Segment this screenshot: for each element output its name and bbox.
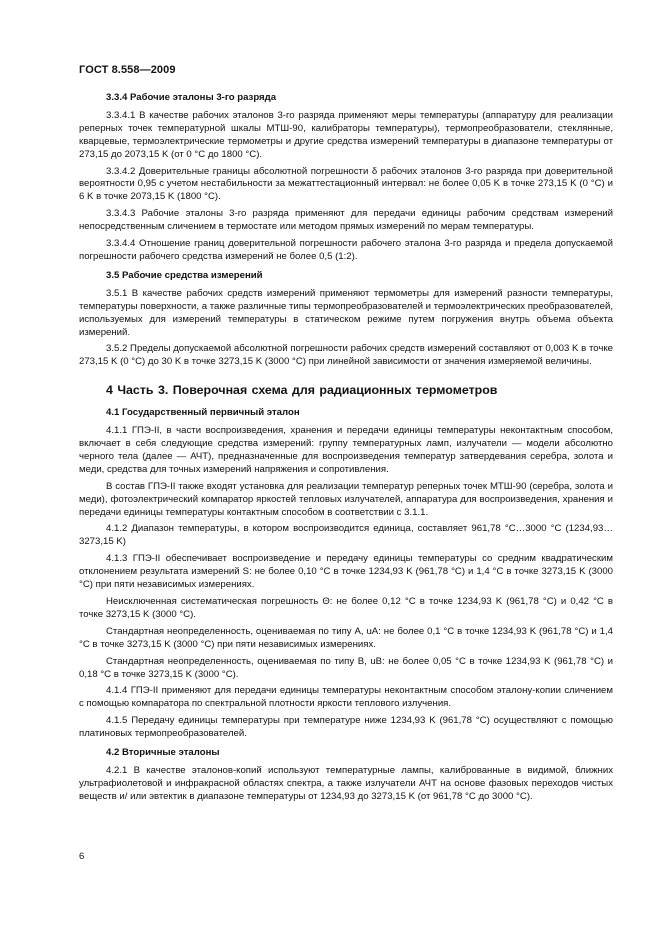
paragraph-3-3-4-4: 3.3.4.4 Отношение границ доверительной погрешности рабочего эталона 3-го разряда и предела допускаемой погрешности рабочего средства измерений не более 0,5 (1:2). [79,238,613,262]
paragraph-3-3-4-1: 3.3.4.1 В качестве рабочих эталонов 3-го разряда применяют меры температуры (аппаратуру для реализации реперных точек температурной шкалы МТШ-90, калибраторы температуры), термопреобразователи, стеклянные, кварцевые, термоэлектрические термометры и другие средства измерений температуры в диапазоне температуры от 273,15 до 2073,15 K (от 0 °C до 1800 °C). [79,109,613,160]
section-heading-3-5: 3.5 Рабочие средства измерений [106,269,263,281]
section-heading-4-2: 4.2 Вторичные эталоны [106,747,220,759]
paragraph-3-3-4-2: 3.3.4.2 Доверительные границы абсолютной погрешности δ рабочих эталонов 3-го разряда при доверительной вероятности 0,95 с учетом нестабильности за межаттестационный интервал: не более 0,05 K в точке 273,15 K (0 °C) и 6 K в точке 2073,15 K (1800 °C). [79,165,613,203]
paragraph-3-5-1: 3.5.1 В качестве рабочих средств измерений применяют термометры для измерений разности температуры, температуры поверхности, а также различные типы термопреобразователей и термоэлектрических преобразователей, используемых для измерений температуры в статическом режиме путем погружения внутрь объема объекта измерений. [79,287,613,338]
section-heading-4-1: 4.1 Государственный первичный эталон [106,407,300,419]
document-code-header: ГОСТ 8.558—2009 [79,64,176,76]
page-number: 6 [79,851,85,862]
paragraph-4-1-2: 4.1.2 Диапазон температуры, в котором воспроизводится единица, составляет 961,78 °C…3000 °C (1234,93…3273,15 K) [79,523,613,548]
section-heading-3-3-4: 3.3.4 Рабочие эталоны 3-го разряда [106,92,277,103]
paragraph-4-1-4: 4.1.4 ГПЭ-II применяют для передачи единицы температуры неконтактным способом эталону-копии сличением с помощью компаратора по спектральной плотности яркости теплового излучения. [79,685,613,710]
paragraph-4-1-1-cont: В состав ГПЭ-II также входят установка для реализации температур реперных точек МТШ-90 (серебра, золота и меди), фотоэлектрический компаратор яркостей тепловых излучателей, аппаратура для воспроизведения, хранения и передачи единицы температуры контактным способом в соответствии с 3.1.1. [79,480,613,518]
paragraph-uncertainty-b: Стандартная неопределенность, оцениваемая по типу B, uB: не более 0,05 °C в точке 1234,93 K (961,78 °C) и 0,18 °C в точке 3273,15 K (3000 °C). [79,655,613,680]
paragraph-systematic-error: Неисключенная систематическая погрешность Θ: не более 0,12 °C в точке 1234,93 K (961,78 °C) и 0,42 °C в точке 3273,15 K (3000 °C). [79,596,613,620]
chapter-heading-4: 4 Часть 3. Поверочная схема для радиационных термометров [106,383,498,398]
paragraph-3-5-2: 3.5.2 Пределы допускаемой абсолютной погрешности рабочих средств измерений составляют от 0,003 K в точке 273,15 K (0 °C) до 30 K в точке 3273,15 K (3000 °C) при линейной зависимости от значения измеряемой величины. [79,343,613,368]
document-body [79,92,613,808]
paragraph-4-1-1: 4.1.1 ГПЭ-II, в части воспроизведения, хранения и передачи единицы температуры неконтактным способом, включает в себя следующие средства измерений: группу температурных ламп, излучатели — модели абсолютно черного тела (далее — АЧТ), предназначенные для воспроизведения температур затвердевания серебра, золота и меди, средства для точных измерений напряжения и сопротивления. [79,425,613,475]
paragraph-4-2-1: 4.2.1 В качестве эталонов-копий используют температурные лампы, калиброванные в видимой, ближних ультрафиолетовой и инфракрасной областях спектра, а также излучатели АЧТ на основе фазовых переходов чистых веществ и/ или эвтектик в диапазоне температуры от 1234,93 до 3273,15 K (от 961,78 °C до 3000 °C). [79,764,613,802]
paragraph-4-1-5: 4.1.5 Передачу единицы температуры при температуре ниже 1234,93 K (961,78 °C) осуществляют с помощью платиновых термопреобразователей. [79,715,613,740]
paragraph-3-3-4-3: 3.3.4.3 Рабочие эталоны 3-го разряда применяют для передачи единицы рабочим средствам измерений непосредственным сличением в термостате или методом прямых измерений по мерам температуры. [79,208,613,233]
paragraph-4-1-3: 4.1.3 ГПЭ-II обеспечивает воспроизведение и передачу единицы температуры со средним квадратическим отклонением результата измерений S: не более 0,10 °C в точке 1234,93 K (961,78 °C) и 1,4 °C в точке 3273,15 K (3000 °C) при пяти независимых измерениях. [79,553,613,591]
paragraph-uncertainty-a: Стандартная неопределенность, оцениваемая по типу А, uA: не более 0,1 °C в точке 1234,93 K (961,78 °C) и 1,4 °C в точке 3273,15 K (3000 °C) при пяти независимых измерениях. [79,625,613,650]
